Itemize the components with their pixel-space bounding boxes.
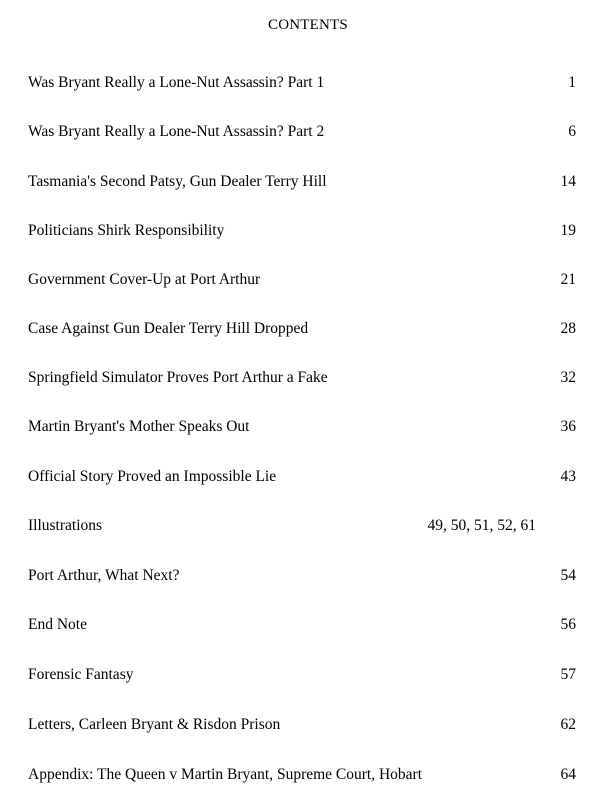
toc-entry-page: 36 [560,418,576,435]
toc-entry-page: 54 [560,567,576,584]
toc-entry [28,714,576,736]
toc-entry-title: Forensic Fantasy [28,666,134,683]
toc-entry-title: Official Story Proved an Impossible Lie [28,468,277,485]
toc-entry [28,367,576,389]
toc-entry-title: Tasmania's Second Patsy, Gun Dealer Terry Hill [28,173,327,190]
toc-entry [28,171,576,193]
toc-entry [28,764,576,786]
toc-entry-title: Government Cover-Up at Port Arthur [28,271,261,288]
page-title: CONTENTS [268,17,348,33]
toc-entry-page: 56 [560,616,576,633]
toc-entry-title: Springfield Simulator Proves Port Arthur a Fake [28,369,328,386]
toc-entry [28,121,576,143]
toc-entry [28,565,576,587]
toc-entry [28,515,576,537]
toc-entry-title: Case Against Gun Dealer Terry Hill Dropped [28,320,309,337]
toc-entry-title: Appendix: The Queen v Martin Bryant, Supreme Court, Hobart [28,766,423,783]
toc-entry-page: 19 [560,222,576,239]
toc-entry-page: 32 [560,369,576,386]
toc-entry [28,220,576,242]
toc-entry [28,318,576,340]
toc-entry-title: Martin Bryant's Mother Speaks Out [28,418,250,435]
toc-entry-page: 49, 50, 51, 52, 61 [427,517,536,534]
toc-entry-title: Port Arthur, What Next? [28,567,180,584]
toc-entry-title: Politicians Shirk Responsibility [28,222,225,239]
toc-entry-title: Was Bryant Really a Lone-Nut Assassin? Part 2 [28,123,325,140]
toc-entry [28,269,576,291]
toc-entry-title: Illustrations [28,517,103,534]
toc-entry-page: 43 [560,468,576,485]
toc-entry [28,664,576,686]
toc-entry-title: Was Bryant Really a Lone-Nut Assassin? Part 1 [28,74,325,91]
toc-entry-page: 62 [560,716,576,733]
toc-entry-page: 21 [560,271,576,288]
toc-entry-page: 28 [560,320,576,337]
toc-entry-page: 64 [560,766,576,783]
toc-entry [28,614,576,636]
toc-entry-title: Letters, Carleen Bryant & Risdon Prison [28,716,281,733]
toc-entry-page: 1 [568,74,576,91]
toc-entry [28,466,576,488]
toc-entry-page: 14 [560,173,576,190]
toc-entry-page: 57 [560,666,576,683]
toc-entry-title: End Note [28,616,87,633]
toc-entry [28,72,576,94]
toc-entry [28,416,576,438]
toc-entry-page: 6 [568,123,576,140]
